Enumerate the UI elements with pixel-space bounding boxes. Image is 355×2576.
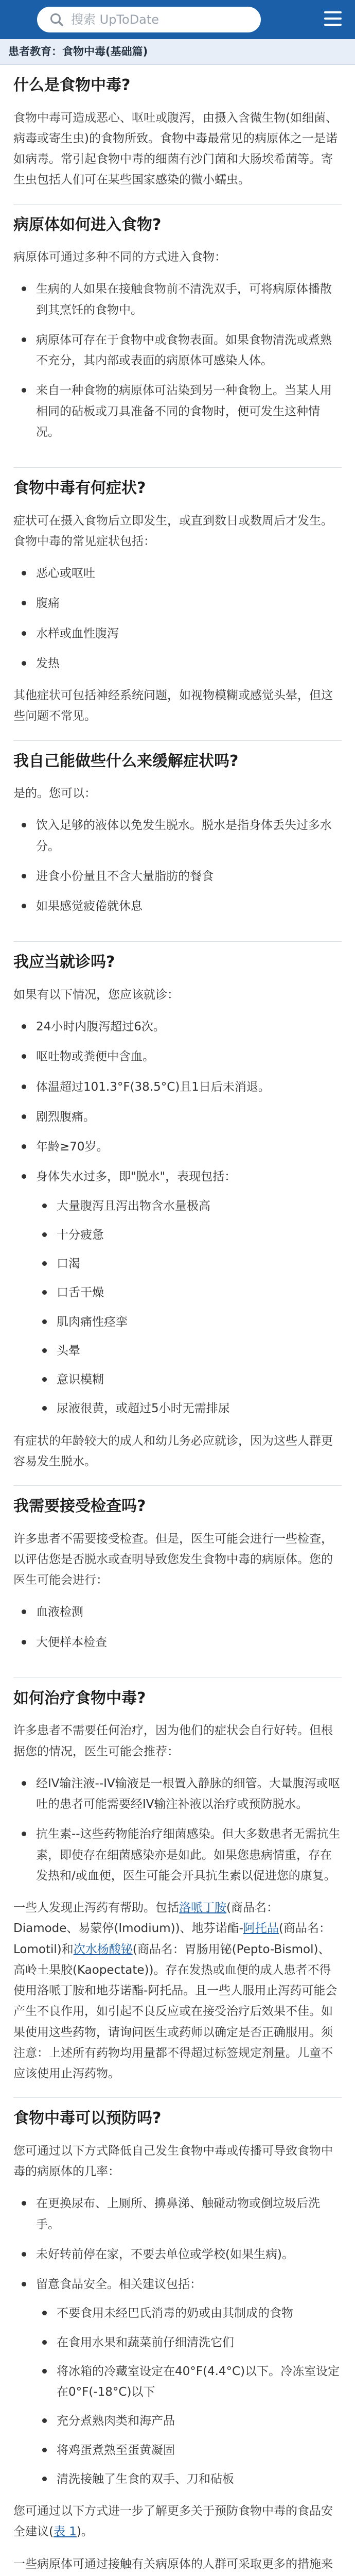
- bullet-list: [13, 1773, 342, 1886]
- section-heading: 我应当就诊吗?: [13, 953, 115, 972]
- list-item: 进食小份量且不含大量脂肪的餐食: [13, 866, 342, 887]
- breadcrumb: [0, 39, 355, 65]
- paragraph: 其他症状可包括神经系统问题，如视物模糊或感觉头晕，但这些问题不常见。: [13, 689, 333, 723]
- bullet-list: [13, 279, 342, 443]
- section-what-is-food-poisoning: [13, 65, 342, 205]
- list-item: 发热: [13, 653, 342, 674]
- paragraph-antidiarrheal: [13, 1897, 342, 2084]
- list-item: 经IV输注液--IV输液是一根置入静脉的细管。大量腹泻或呕吐的患者可能需要经IV输注补液以治疗或预防脱水。: [13, 1773, 342, 1815]
- search-icon: [49, 12, 64, 27]
- list-item: 病原体可存在于食物中或食物表面。如果食物清洗或煮熟不充分，其内部或表面的病原体可感染人体。: [13, 330, 342, 371]
- paragraph: 病原体可通过多种不同的方式进入食物：: [13, 250, 226, 264]
- list-item: 血液检测: [13, 1602, 342, 1622]
- paragraph: 许多患者不需要接受检查。但是，医生可能会进行一些检查，以评估您是否脱水或查明导致您发生食物中毒的病原体。您的医生可能会进行：: [13, 1532, 333, 1587]
- list-item: 大便样本检查: [13, 1632, 342, 1653]
- section-tests: [13, 1486, 342, 1678]
- paragraph: [13, 2501, 342, 2543]
- list-item: 24小时内腹泻超过6次。: [13, 1016, 342, 1037]
- section-heading: 如何治疗食物中毒?: [13, 1689, 146, 1707]
- drug-link-atropine[interactable]: 阿托品: [243, 1922, 279, 1936]
- list-item: 来自一种食物的病原体可沾染到另一种食物上。当某人用相同的砧板或刀具准备不同的食物时，便可发生这种情况。: [13, 380, 342, 443]
- paragraph: 一些病原体可通过接触有关病原体的人群可采取更多的措施来: [13, 2557, 333, 2571]
- section-heading: 我自己能做些什么来缓解症状吗?: [13, 752, 239, 770]
- paragraph: 症状可在摄入食物后立即发生，或直到数日或数周后才发生。食物中毒的常见症状包括：: [13, 514, 333, 548]
- text-run: 一些人发现止泻药有帮助。包括: [13, 1901, 179, 1914]
- list-item: 在食用水果和蔬菜前仔细清洗它们: [36, 2332, 342, 2353]
- list-item: 体温超过101.3°F(38.5°C)且1日后未消退。: [13, 1077, 342, 1097]
- article-content: [0, 65, 355, 2576]
- top-navigation-bar: [0, 0, 355, 39]
- list-item: 水样或血性腹泻: [13, 623, 342, 644]
- paragraph: 您可通过以下方式降低自己发生食物中毒或传播可导致食物中毒的病原体的几率：: [13, 2144, 333, 2178]
- table-link[interactable]: 表 1: [53, 2525, 77, 2539]
- section-when-to-see-doctor: [13, 942, 342, 1486]
- list-item: 口舌干燥: [36, 1282, 342, 1303]
- list-item: 肌肉痛性痉挛: [36, 1312, 342, 1332]
- drug-link-loperamide[interactable]: 洛哌丁胺: [179, 1901, 226, 1914]
- list-item-label: 身体失水过多，即"脱水"，表现包括：: [36, 1170, 237, 1184]
- drug-link-bismuth-subsalicylate[interactable]: 次水杨酸铋: [73, 1942, 133, 1956]
- search-input[interactable]: [71, 12, 241, 27]
- text-run: (商品名：胃肠用铋(Pepto-Bismol)、高岭土果胶(Kaopectate))。存在发热或血便的成人患者不得使用洛哌丁胺和地芬诺酯-阿托品。且一些人服用止泻药可能会产生不良作用，如引起不良反应或在接受治疗后效果不佳。如果使用这些药物，请询问医生或药师以确定是否正确服用。须注意：上述所有药物均用量都不得超过标签规定剂量。儿童不应该使用止泻药物。: [13, 1942, 338, 2080]
- list-item: 年龄≥70岁。: [13, 1137, 342, 1157]
- list-item: 饮入足够的液体以免发生脱水。脱水是指身体丢失过多水分。: [13, 815, 342, 857]
- list-item: 十分疲惫: [36, 1225, 342, 1245]
- bullet-list: [13, 815, 342, 917]
- text-run: )。: [76, 2525, 93, 2539]
- list-item: 大量腹泻且泻出物含水量极高: [36, 1196, 342, 1216]
- list-item: 腹痛: [13, 593, 342, 614]
- section-heading: 我需要接受检查吗?: [13, 1497, 146, 1515]
- text-run: 您可通过以下方式进一步了解更多关于预防食物中毒的食品安全建议(: [13, 2504, 333, 2539]
- text-run: (商品名：Diamode、易蒙停(Imodium))、地芬诺酯-: [13, 1901, 278, 1936]
- paragraph: 如果有以下情况，您应该就诊：: [13, 988, 179, 1002]
- paragraph: 有症状的年龄较大的成人和幼儿务必应就诊，因为这些人群更容易发生脱水。: [13, 1434, 333, 1468]
- paragraph: 许多患者不需要任何治疗，因为他们的症状会自行好转。但根据您的情况，医生可能会推荐：: [13, 1724, 333, 1758]
- list-item: 剧烈腹痛。: [13, 1107, 342, 1127]
- list-item: [13, 2274, 342, 2489]
- nested-bullet-list: [36, 1196, 342, 1419]
- section-treatment: [13, 1678, 342, 2098]
- list-item: 清洗接触了生食的双手、刀和砧板: [36, 2469, 342, 2489]
- list-item: 生病的人如果在接触食物前不清洗双手，可将病原体播散到其烹饪的食物中。: [13, 279, 342, 320]
- list-item: 意识模糊: [36, 1369, 342, 1390]
- section-symptoms: [13, 468, 342, 741]
- section-heading: 食物中毒有何症状?: [13, 479, 146, 497]
- nested-bullet-list: [36, 2303, 342, 2489]
- list-item: 在更换尿布、上厕所、擤鼻涕、触碰动物或倒垃圾后洗手。: [13, 2193, 342, 2235]
- list-item: 口渴: [36, 1253, 342, 1274]
- bullet-list: [13, 563, 342, 674]
- bullet-list: [13, 1016, 342, 1419]
- list-item: 尿液很黄，或超过5小时无需排尿: [36, 1398, 342, 1419]
- list-item: [13, 1166, 342, 1419]
- paragraph: 是的。您可以：: [13, 787, 96, 800]
- bullet-list: [13, 1602, 342, 1653]
- search-box[interactable]: [37, 7, 261, 32]
- list-item: 将冰箱的冷藏室设定在40°F(4.4°C)以下。冷冻室设定在0°F(-18°C)以下: [36, 2361, 342, 2403]
- section-prevention: [13, 2098, 342, 2576]
- list-item: 不要食用未经巴氏消毒的奶或由其制成的食物: [36, 2303, 342, 2324]
- list-item: 头晕: [36, 1341, 342, 1361]
- menu-icon[interactable]: [324, 11, 342, 28]
- section-heading: 什么是食物中毒?: [13, 76, 131, 94]
- paragraph: 食物中毒可造成恶心、呕吐或腹泻，由摄入含微生物(如细菌、病毒或寄生虫)的食物所致。食物中毒最常见的病原体之一是诺如病毒。常引起食物中毒的细菌有沙门菌和大肠埃希菌等。寄生虫包括人们可在某些国家感染的微小蠕虫。: [13, 111, 338, 187]
- section-heading: 病原体如何进入食物?: [13, 215, 162, 234]
- section-self-care: [13, 741, 342, 942]
- page-title: 患者教育：食物中毒(基础篇): [8, 45, 148, 58]
- list-item: 充分煮熟肉类和海产品: [36, 2411, 342, 2431]
- list-item: 将鸡蛋煮熟至蛋黄凝固: [36, 2440, 342, 2461]
- list-item: 抗生素--这些药物能治疗细菌感染。但大多数患者无需抗生素，即使存在细菌感染亦是如此。如果您患病情重，存在发热和/或血便，医生可能会开具抗生素以促进您的康复。: [13, 1824, 342, 1886]
- list-item: 呕吐物或粪便中含血。: [13, 1046, 342, 1067]
- list-item: 恶心或呕吐: [13, 563, 342, 584]
- bullet-list: [13, 2193, 342, 2489]
- list-item: 如果感觉疲倦就休息: [13, 896, 342, 917]
- list-item: 未好转前停在家，不要去单位或学校(如果生病)。: [13, 2244, 342, 2265]
- text-run: (商品名：Lomotil)和: [13, 1922, 331, 1956]
- section-how-germs-get-into-food: [13, 205, 342, 468]
- list-item-label: 留意食品安全。相关建议包括：: [36, 2278, 202, 2291]
- section-heading: 食物中毒可以预防吗?: [13, 2109, 162, 2128]
